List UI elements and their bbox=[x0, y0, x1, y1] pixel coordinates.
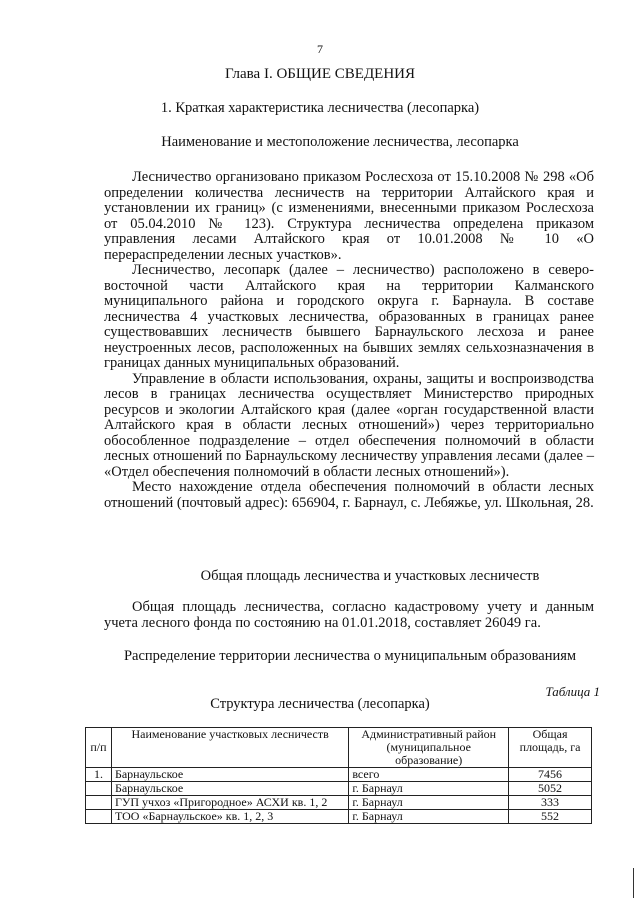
cell-area: 552 bbox=[509, 810, 592, 824]
paragraph-address: Место нахождение отдела обеспечения полномочий в области лесных отношений (почтовый адрес): 656904, г. Барнаул, с. Лебяжье, ул. Школьная, 28. bbox=[104, 479, 594, 511]
cell-name: ТОО «Барнаульское» кв. 1, 2, 3 bbox=[111, 810, 348, 824]
subsection-title: Наименование и местоположение лесничества, лесопарка bbox=[161, 134, 519, 150]
table-row bbox=[86, 768, 592, 782]
paragraph-area: Общая площадь лесничества, согласно кадастровому учету и данным учета лесного фонда по состоянию на 01.01.2018, составляет 26049 га. bbox=[104, 599, 594, 631]
cell-num bbox=[86, 782, 112, 796]
cell-area: 5052 bbox=[509, 782, 592, 796]
header-area: Общая площадь, га bbox=[509, 728, 592, 768]
paragraph-organization: Лесничество организовано приказом Рослесхоза от 15.10.2008 № 298 «Об определении количества лесничеств на территории Алтайского края и установлении их границ» (с изменениями, внесенными приказом Рослесхоза от 05.04.2010 № 123). Структура лесничества определена приказом управления лесами Алтайского края от 10.01.2008 № 10 «О перераспределении лесных участков». bbox=[104, 169, 594, 263]
distribution-heading: Распределение территории лесничества о муниципальным образованиям bbox=[123, 648, 577, 664]
table-row bbox=[86, 810, 592, 824]
table-row bbox=[86, 782, 592, 796]
table-title: Структура лесничества (лесопарка) bbox=[210, 696, 430, 712]
cell-district: всего bbox=[349, 768, 509, 782]
page-number: 7 bbox=[317, 42, 323, 56]
header-name: Наименование участковых лесничеств bbox=[111, 728, 348, 768]
cell-num: 1. bbox=[86, 768, 112, 782]
cell-area: 333 bbox=[509, 796, 592, 810]
area-text bbox=[104, 600, 594, 631]
cell-district: г. Барнаул bbox=[349, 796, 509, 810]
cell-name: Барнаульское bbox=[111, 782, 348, 796]
header-district: Административный район (муниципальное образование) bbox=[349, 728, 509, 768]
structure-table bbox=[85, 727, 592, 824]
scan-edge-line bbox=[633, 868, 634, 898]
cell-name: Барнаульское bbox=[111, 768, 348, 782]
table-row bbox=[86, 796, 592, 810]
cell-name: ГУП учхоз «Пригородное» АСХИ кв. 1, 2 bbox=[111, 796, 348, 810]
chapter-title: Глава I. ОБЩИЕ СВЕДЕНИЯ bbox=[224, 66, 416, 82]
table-label: Таблица 1 bbox=[545, 684, 600, 699]
cell-district: г. Барнаул bbox=[349, 782, 509, 796]
cell-num bbox=[86, 796, 112, 810]
header-num: п/п bbox=[86, 728, 112, 768]
paragraph-location: Лесничество, лесопарк (далее – лесничество) расположено в северо-восточной части Алтайского края на территории Калманского муниципального района и городского округа г. Барнаула. В составе лесничества 4 участковых лесничества, образованных в границах ранее существовавших лесничеств бывшего Барнаульского лесхоза и ранее неустроенных лесов, расположенных на бывших землях сельхозназначения в границах данных муниципальных образований. bbox=[104, 262, 594, 371]
cell-district: г. Барнаул bbox=[349, 810, 509, 824]
cell-num bbox=[86, 810, 112, 824]
area-heading: Общая площадь лесничества и участковых лесничеств bbox=[200, 568, 540, 584]
paragraph-management: Управление в области использования, охраны, защиты и воспроизводства лесов в границах лесничества осуществляет Министерство природных ресурсов и экологии Алтайского края (далее «орган государственной власти Алтайского края в области лесных отношений») через территориально обособленное подразделение – отдел обеспечения полномочий в области лесных отношений по Барнаульскому лесничеству управления лесами (далее – «Отдел обеспечения полномочий в области лесных отношений»). bbox=[104, 370, 594, 480]
body-text bbox=[104, 170, 594, 511]
section-title: 1. Краткая характеристика лесничества (лесопарка) bbox=[160, 100, 480, 116]
cell-area: 7456 bbox=[509, 768, 592, 782]
table-header-row bbox=[86, 728, 592, 768]
